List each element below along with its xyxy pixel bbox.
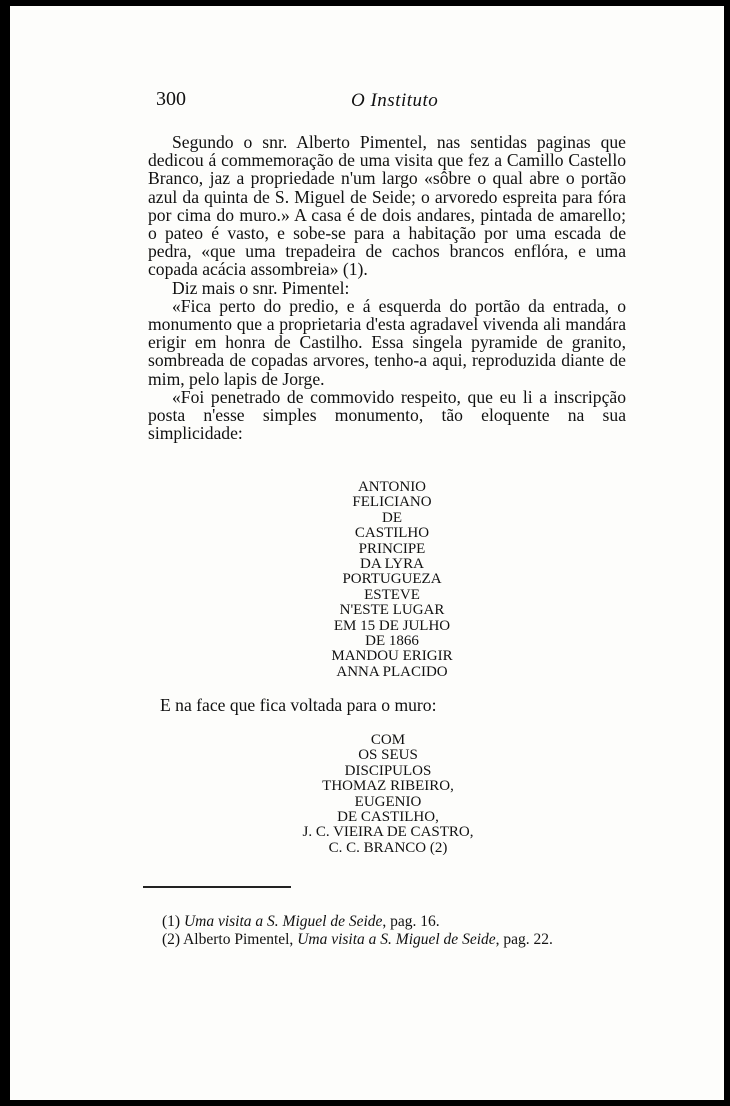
inscription-line: THOMAZ RIBEIRO, <box>322 778 454 795</box>
footnote-rest: , pag. 22. <box>495 931 553 948</box>
footnote-marker: (1) <box>162 913 181 930</box>
inscription-line: DA LYRA <box>360 556 424 573</box>
inscription-line: N'ESTE LUGAR <box>339 602 445 619</box>
inscription-line: EUGENIO <box>354 793 422 810</box>
inscription-line: FELICIANO <box>352 494 432 511</box>
footnote-rest: , pag. 16. <box>382 913 440 930</box>
inscription-line: C. C. BRANCO (2) <box>328 839 448 856</box>
footnote-title: Uma visita a S. Miguel de Seide <box>183 913 383 930</box>
monument-inscription-front <box>10 480 724 680</box>
inscription-line: ANTONIO <box>357 479 427 495</box>
inscription-line: EM 15 DE JULHO <box>333 617 451 634</box>
inscription-line: DE <box>382 509 402 526</box>
footnote-author: Alberto Pimentel, <box>183 931 298 948</box>
paragraph: Segundo o snr. Alberto Pimentel, nas sentidas paginas que dedicou á commemoração de uma visita que fez a Camillo Castello Branco, jaz a propriedade n'um largo «sôbre o qual abre o portão azul da quinta de S. Miguel de Seide; o arvoredo espreita para fóra por cima do muro.» A casa é de dois andares, pintada de amarello; o pateo é vasto, e sobe-se para a habitação por uma escada de pedra, «que uma trepadeira de cachos brancos enflóra, e uma copada acácia assombreia» (1). <box>148 132 626 280</box>
paragraph: «Foi penetrado de commovido respeito, que eu li a inscripção posta n'esse simples monumento, tão eloquente na sua simplicidade: <box>148 386 626 444</box>
page-number: 300 <box>156 88 186 110</box>
inscription-line: CASTILHO <box>354 525 430 542</box>
footnote-marker: (2) <box>162 931 181 948</box>
paragraph: Diz mais o snr. Pimentel: <box>172 277 350 298</box>
face-caption: E na face que fica voltada para o muro: <box>160 695 437 715</box>
inscription-line: DE CASTILHO, <box>337 809 439 826</box>
footnote-1 <box>162 913 553 931</box>
inscription-line: COM <box>370 732 406 748</box>
footnote-separator <box>143 886 291 888</box>
footnote-title: Uma visita a S. Miguel de Seide <box>297 931 496 948</box>
book-page <box>10 6 724 1100</box>
body-text <box>148 133 626 442</box>
inscription-line: ESTEVE <box>364 586 420 603</box>
monument-inscription-wall-face <box>10 733 724 856</box>
footnotes <box>162 913 553 949</box>
page-header <box>156 88 634 114</box>
inscription-line: PRINCIPE <box>358 540 426 557</box>
inscription-line: PORTUGUEZA <box>342 571 442 588</box>
running-title: O Instituto <box>351 90 439 111</box>
footnote-2 <box>162 931 553 949</box>
paragraph: «Fica perto do predio, e á esquerda do portão da entrada, o monumento que a proprietaria d'esta agradavel vivenda ali mandára erigir em honra de Castilho. Essa singela pyramide de granito, sombreada de copadas arvores, tenho-a aqui, reproduzida diante de mim, pelo lapis de Jorge. <box>148 295 626 389</box>
inscription-line: DISCIPULOS <box>344 762 432 779</box>
inscription-line: ANNA PLACIDO <box>336 663 448 680</box>
inscription-line: MANDOU ERIGIR <box>331 648 453 665</box>
inscription-line: DE 1866 <box>365 633 419 650</box>
inscription-line: J. C. VIEIRA DE CASTRO, <box>302 824 474 841</box>
inscription-line: OS SEUS <box>358 747 418 764</box>
